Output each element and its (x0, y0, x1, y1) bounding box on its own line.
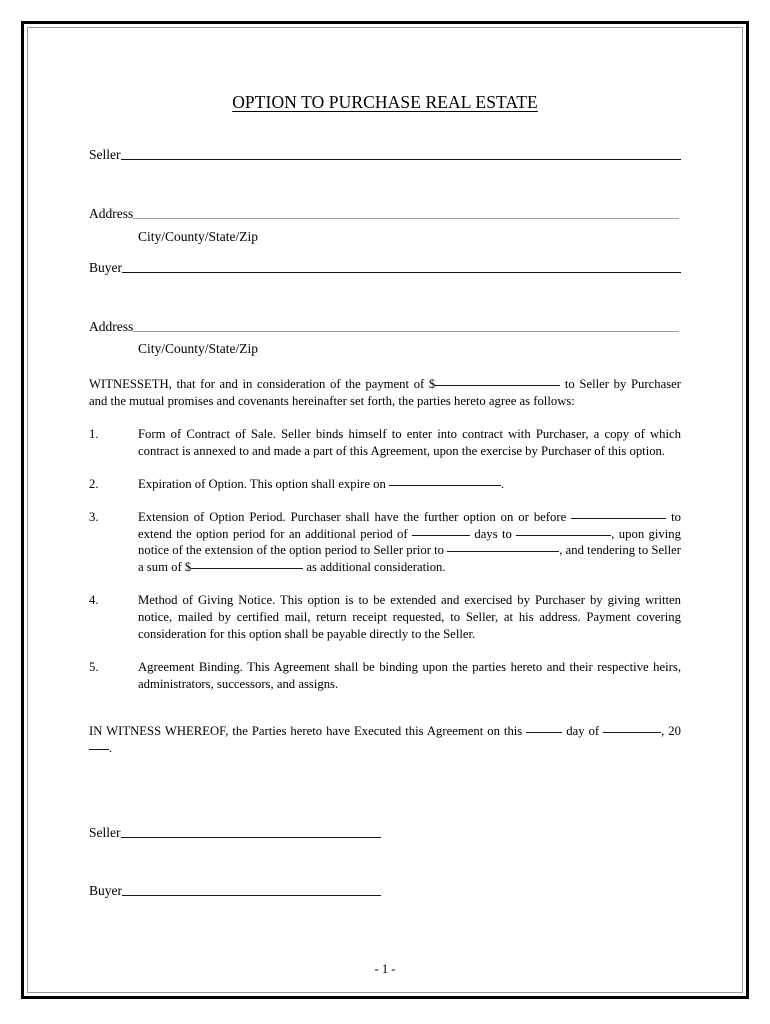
extension-notice-date-blank[interactable] (447, 551, 559, 552)
recital-text-before: WITNESSETH, that for and in consideration of the payment of $ (89, 377, 436, 392)
signature-buyer-label: Buyer (89, 883, 122, 899)
buyer-address-field-row (89, 319, 681, 336)
recital-text-after: to Seller by Purchaser and the mutual promises and covenants hereinafter set forth, the parties hereto agree as follows: (89, 377, 681, 409)
buyer-address-input-rule[interactable] (133, 330, 681, 331)
clause-3-text-a: Extension of Option Period. Purchaser shall have the further option on or before (138, 509, 572, 524)
clause-2-text (138, 476, 681, 493)
clause-3-text-c: days to (470, 526, 517, 541)
consideration-amount-blank[interactable] (435, 385, 560, 386)
document-content (89, 0, 681, 900)
clause-3-text-e: , and tendering to Seller a sum of $ (138, 543, 681, 575)
clause-3-text-b: to extend the option period for an additional period of (138, 509, 681, 541)
buyer-label: Buyer (89, 259, 122, 275)
execution-text-a: IN WITNESS WHEREOF, the Parties hereto have Executed this Agreement on this (89, 723, 527, 738)
clause-1-text: Form of Contract of Sale. Seller binds himself to enter into contract with Purchaser, a copy of which contract is annexed to and made a part of this Agreement, upon the exercise by Purchaser of this option. (138, 427, 681, 458)
buyer-address-block (89, 319, 681, 359)
signature-buyer-rule[interactable] (122, 894, 381, 895)
clause-3-text-f: as additional consideration. (303, 560, 446, 575)
signature-seller-label: Seller (89, 824, 121, 840)
page-title-text: OPTION TO PURCHASE REAL ESTATE (232, 92, 538, 112)
execution-paragraph (89, 723, 681, 757)
clause-5-text: Agreement Binding. This Agreement shall be binding upon the parties hereto and their respective heirs, administrators, successors, and assigns. (138, 659, 681, 691)
clause-1 (89, 426, 681, 460)
clause-4-number: 4. (89, 593, 99, 608)
signature-seller-rule[interactable] (121, 836, 382, 837)
seller-block (89, 147, 681, 164)
seller-input-rule[interactable] (121, 158, 682, 159)
clause-3-text (138, 509, 681, 577)
clause-2-text-b: . (501, 476, 505, 491)
clause-4 (89, 592, 681, 643)
clause-4-text: Method of Giving Notice. This option is to be extended and exercised by Purchaser by giving written notice, mailed by certified mail, return receipt requested, to Seller, at his address. Payment covering consideration for this option shall be payable directly to the Seller. (138, 593, 681, 642)
seller-address-caption: City/County/State/Zip (138, 228, 259, 244)
seller-address-input-rule[interactable] (133, 217, 681, 218)
clause-2-number: 2. (89, 476, 99, 491)
clause-5-number: 5. (89, 659, 99, 674)
extension-date-blank[interactable] (571, 518, 666, 519)
extension-to-date-blank[interactable] (516, 535, 611, 536)
clause-2 (89, 476, 681, 493)
buyer-block (89, 260, 681, 277)
expiration-date-blank[interactable] (389, 485, 501, 486)
extension-sum-blank[interactable] (191, 568, 303, 569)
clause-5 (89, 659, 681, 693)
buyer-address-caption: City/County/State/Zip (138, 341, 259, 357)
buyer-input-rule[interactable] (122, 271, 681, 272)
seller-label: Seller (89, 147, 121, 162)
seller-field-row (89, 147, 681, 164)
extension-days-blank[interactable] (412, 535, 470, 536)
clause-2-text-a: Expiration of Option. This option shall expire on (138, 476, 390, 491)
page-title (89, 92, 681, 113)
page-number-footer: - 1 - (374, 962, 396, 976)
execution-year-blank[interactable] (89, 749, 109, 750)
execution-text-c: , 20 (661, 723, 681, 738)
seller-address-block (89, 206, 681, 246)
seller-address-label: Address (89, 205, 134, 221)
execution-month-blank[interactable] (603, 732, 661, 733)
clause-3-number: 3. (89, 509, 99, 524)
clause-3 (89, 509, 681, 577)
clause-1-number: 1. (89, 427, 99, 442)
seller-address-field-row (89, 206, 681, 223)
execution-text-d: . (109, 740, 113, 755)
execution-day-blank[interactable] (526, 732, 562, 733)
clause-3-text-d: , upon giving notice of the extension of the option period to Seller prior to (138, 526, 681, 558)
recital-paragraph (89, 376, 681, 410)
signature-buyer-row (89, 883, 381, 900)
execution-text-b: day of (562, 723, 604, 738)
buyer-address-label: Address (89, 318, 134, 334)
buyer-field-row (89, 260, 681, 277)
signature-seller-row (89, 825, 381, 842)
